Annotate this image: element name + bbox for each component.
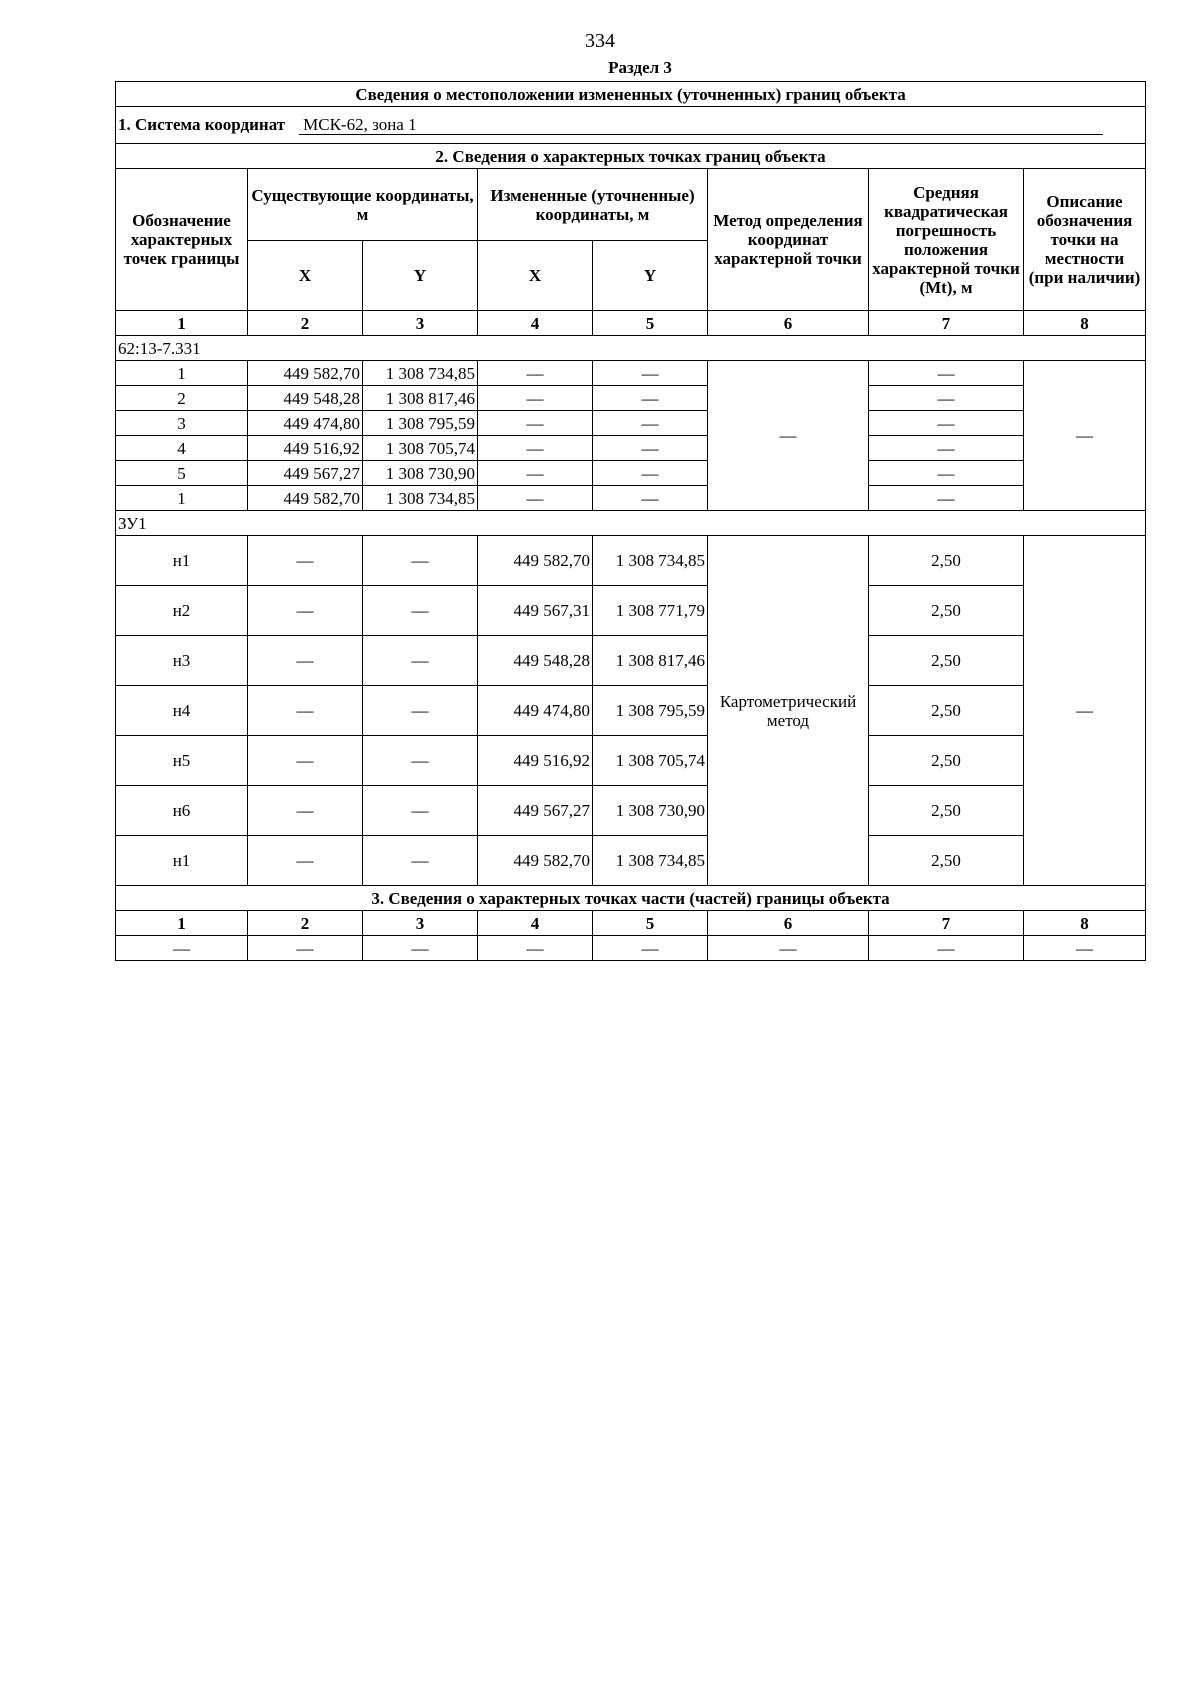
boundary-table [115,81,1146,961]
mt-value: — [869,486,1024,511]
existing-y: 1 308 734,85 [363,361,478,386]
column-number: 5 [593,911,708,936]
part3-title: 3. Сведения о характерных точках части (частей) границы объекта [116,886,1146,911]
part3-cell: — [116,936,248,961]
existing-x: 449 582,70 [248,361,363,386]
header-existing-x: X [248,241,363,311]
point-designation: 5 [116,461,248,486]
part3-cell: — [1024,936,1146,961]
existing-y: — [363,686,478,736]
changed-y: — [593,461,708,486]
changed-x: 449 582,70 [478,536,593,586]
changed-x: — [478,486,593,511]
mt-value: — [869,461,1024,486]
table-row [116,486,1146,511]
existing-x: 449 548,28 [248,386,363,411]
point-designation: н1 [116,836,248,886]
changed-y: — [593,361,708,386]
part3-cell: — [478,936,593,961]
table-row [116,461,1146,486]
existing-y: — [363,636,478,686]
changed-y: 1 308 705,74 [593,736,708,786]
point-designation: н5 [116,736,248,786]
changed-y: — [593,486,708,511]
existing-x: — [248,586,363,636]
column-numbers-row [116,311,1146,336]
description-cell: — [1024,361,1146,511]
part3-data-row [116,936,1146,961]
changed-y: 1 308 795,59 [593,686,708,736]
column-number: 4 [478,311,593,336]
column-number: 7 [869,911,1024,936]
point-designation: 1 [116,486,248,511]
existing-y: — [363,736,478,786]
existing-x: — [248,786,363,836]
method-cell: — [708,361,869,511]
page-number: 334 [585,30,615,52]
changed-x: 449 516,92 [478,736,593,786]
table-row [116,736,1146,786]
changed-x: — [478,361,593,386]
changed-x: 449 567,31 [478,586,593,636]
mt-value: 2,50 [869,686,1024,736]
column-number: 6 [708,911,869,936]
header-changed-coords: Измененные (уточненные) координаты, м [478,169,708,241]
existing-y: 1 308 795,59 [363,411,478,436]
changed-y: 1 308 734,85 [593,536,708,586]
section-title: Раздел 3 [608,58,672,77]
changed-x: 449 567,27 [478,786,593,836]
group2-name: ЗУ1 [116,511,1146,536]
existing-x: 449 582,70 [248,486,363,511]
existing-x: — [248,636,363,686]
header-existing-coords: Существующие координаты, м [248,169,478,241]
column-number: 2 [248,911,363,936]
mt-value: — [869,361,1024,386]
column-number: 7 [869,311,1024,336]
header-mt: Средняя квадратическая погрешность положения характерной точки (Mt), м [869,169,1024,311]
existing-y: — [363,836,478,886]
part3-cell: — [869,936,1024,961]
header-changed-x: X [478,241,593,311]
table-row [116,586,1146,636]
table-row [116,836,1146,886]
point-designation: 2 [116,386,248,411]
mt-value: — [869,386,1024,411]
changed-y: — [593,411,708,436]
group1-name: 62:13-7.331 [116,336,1146,361]
existing-y: — [363,586,478,636]
mt-value: 2,50 [869,536,1024,586]
point-designation: 3 [116,411,248,436]
existing-y: — [363,536,478,586]
column-numbers-row-part3 [116,911,1146,936]
existing-x: — [248,686,363,736]
point-designation: н2 [116,586,248,636]
changed-x: — [478,411,593,436]
mt-value: 2,50 [869,836,1024,886]
point-designation: н1 [116,536,248,586]
header-changed-y: Y [593,241,708,311]
point-designation: н4 [116,686,248,736]
changed-y: 1 308 771,79 [593,586,708,636]
changed-x: 449 582,70 [478,836,593,886]
existing-y: 1 308 730,90 [363,461,478,486]
column-number: 2 [248,311,363,336]
point-designation: н3 [116,636,248,686]
column-number: 4 [478,911,593,936]
header-existing-y: Y [363,241,478,311]
mt-value: 2,50 [869,586,1024,636]
changed-x: 449 548,28 [478,636,593,686]
existing-x: — [248,736,363,786]
header-method: Метод определения координат характерной точки [708,169,869,311]
part3-cell: — [248,936,363,961]
changed-y: — [593,386,708,411]
coord-system-row [116,107,1146,144]
coord-system-label: 1. Система координат [118,115,286,134]
method-cell: Картометрический метод [708,536,869,886]
existing-x: 449 516,92 [248,436,363,461]
table-row [116,436,1146,461]
header-description: Описание обозначения точки на местности (при наличии) [1024,169,1146,311]
header-point-designation: Обозначение характерных точек границы [116,169,248,311]
mt-value: 2,50 [869,636,1024,686]
table-title: Сведения о местоположении измененных (уточненных) границ объекта [116,82,1146,107]
existing-x: — [248,836,363,886]
part3-cell: — [708,936,869,961]
part3-cell: — [363,936,478,961]
changed-y: 1 308 730,90 [593,786,708,836]
column-number: 8 [1024,911,1146,936]
column-number: 1 [116,311,248,336]
table-row [116,386,1146,411]
changed-x: 449 474,80 [478,686,593,736]
existing-y: 1 308 705,74 [363,436,478,461]
table-row [116,411,1146,436]
changed-x: — [478,461,593,486]
existing-x: 449 567,27 [248,461,363,486]
table-row [116,686,1146,736]
mt-value: 2,50 [869,736,1024,786]
column-number: 1 [116,911,248,936]
table-row [116,536,1146,586]
part2-title: 2. Сведения о характерных точках границ объекта [116,144,1146,169]
point-designation: 4 [116,436,248,461]
changed-x: — [478,436,593,461]
changed-y: 1 308 734,85 [593,836,708,886]
existing-y: — [363,786,478,836]
coord-system-value: МСК-62, зона 1 [299,115,1103,135]
point-designation: н6 [116,786,248,836]
table-row [116,786,1146,836]
column-number: 8 [1024,311,1146,336]
mt-value: — [869,411,1024,436]
table-row [116,636,1146,686]
point-designation: 1 [116,361,248,386]
description-cell: — [1024,536,1146,886]
existing-x: 449 474,80 [248,411,363,436]
mt-value: 2,50 [869,786,1024,836]
table-row [116,361,1146,386]
existing-x: — [248,536,363,586]
column-number: 5 [593,311,708,336]
changed-y: 1 308 817,46 [593,636,708,686]
column-number: 3 [363,311,478,336]
existing-y: 1 308 817,46 [363,386,478,411]
part3-cell: — [593,936,708,961]
mt-value: — [869,436,1024,461]
column-number: 3 [363,911,478,936]
changed-y: — [593,436,708,461]
changed-x: — [478,386,593,411]
column-number: 6 [708,311,869,336]
existing-y: 1 308 734,85 [363,486,478,511]
